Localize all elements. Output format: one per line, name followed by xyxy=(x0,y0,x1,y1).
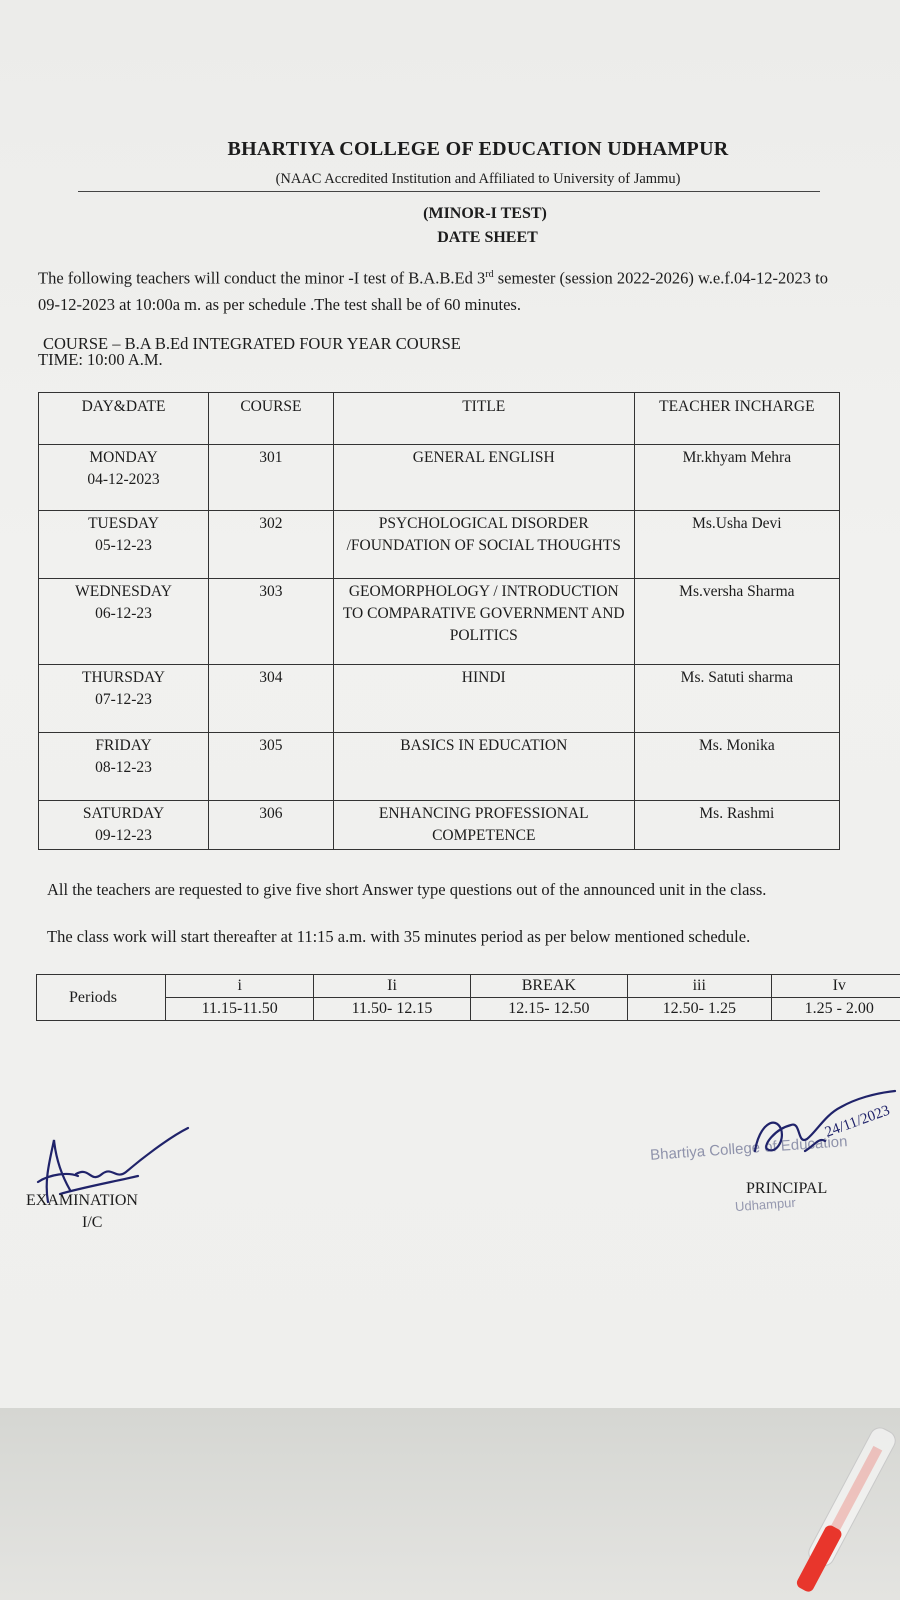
date: 09-12-23 xyxy=(95,827,152,844)
date-sheet-title: DATE SHEET xyxy=(437,229,538,246)
intro-text-1: The following teachers will conduct the minor -I test of B.A.B.Ed 3 xyxy=(38,268,486,288)
course-line: COURSE – B.A B.Ed INTEGRATED FOUR YEAR COURSE xyxy=(43,334,461,353)
teacher-cell: Ms. Rashmi xyxy=(634,801,839,850)
table-row xyxy=(39,665,840,733)
intro-superscript: rd xyxy=(485,269,494,280)
examination-label: EXAMINATION xyxy=(26,1192,138,1209)
day-date-cell xyxy=(39,445,209,511)
title-cell: PSYCHOLOGICAL DISORDER /FOUNDATION OF SOCIAL THOUGHTS xyxy=(333,511,634,579)
period-name: i xyxy=(166,975,314,998)
pen xyxy=(790,1420,900,1600)
principal-signature xyxy=(745,1085,900,1165)
course-cell: 303 xyxy=(209,579,334,665)
teacher-cell: Ms.versha Sharma xyxy=(634,579,839,665)
table-row xyxy=(39,733,840,801)
day: MONDAY xyxy=(89,449,158,466)
header-course: COURSE xyxy=(209,393,334,445)
title-cell: GENERAL ENGLISH xyxy=(333,445,634,511)
stamp-place: Udhampur xyxy=(734,1194,797,1215)
day-date-cell xyxy=(39,801,209,850)
header-day-date: DAY&DATE xyxy=(39,393,209,445)
date: 08-12-23 xyxy=(95,759,152,776)
day: FRIDAY xyxy=(95,737,152,754)
intro-paragraph xyxy=(38,262,838,318)
date: 04-12-2023 xyxy=(87,471,160,488)
date: 07-12-23 xyxy=(95,691,152,708)
header-title: TITLE xyxy=(333,393,634,445)
table-row xyxy=(39,579,840,665)
course-cell: 304 xyxy=(209,665,334,733)
teacher-cell: Ms. Monika xyxy=(634,733,839,801)
date: 05-12-23 xyxy=(95,537,152,554)
period-time: 1.25 - 2.00 xyxy=(771,998,900,1021)
periods-table xyxy=(36,974,900,1021)
periods-label: Periods xyxy=(37,975,166,1021)
title-cell: ENHANCING PROFESSIONAL COMPETENCE xyxy=(333,801,634,850)
day-date-cell xyxy=(39,579,209,665)
date: 06-12-23 xyxy=(95,605,152,622)
note-questions: All the teachers are requested to give five short Answer type questions out of the announced unit in the class. xyxy=(47,880,767,899)
period-name: iii xyxy=(628,975,771,998)
periods-time-row xyxy=(37,998,900,1021)
period-name: BREAK xyxy=(470,975,627,998)
table-row xyxy=(39,511,840,579)
course-cell: 306 xyxy=(209,801,334,850)
day-date-cell xyxy=(39,511,209,579)
header-divider xyxy=(78,191,820,192)
handwritten-date: 24/11/2023 xyxy=(822,1102,893,1141)
day: WEDNESDAY xyxy=(75,583,172,600)
title-cell: GEOMORPHOLOGY / INTRODUCTION TO COMPARATIVE GOVERNMENT AND POLITICS xyxy=(333,579,634,665)
header-teacher: TEACHER INCHARGE xyxy=(634,393,839,445)
test-title: (MINOR-I TEST) xyxy=(423,205,547,222)
time-line: TIME: 10:00 A.M. xyxy=(38,350,163,369)
intro-text-2: semester (session 2022-2026) w.e.f.04-12-2023 to 09-12-2023 at 10:00a m. as per schedule .The test shall be of 60 minutes. xyxy=(38,268,828,314)
day: TUESDAY xyxy=(88,515,159,532)
principal-label: PRINCIPAL xyxy=(746,1180,828,1197)
course-cell: 305 xyxy=(209,733,334,801)
period-time: 12.50- 1.25 xyxy=(628,998,771,1021)
note-class-work: The class work will start thereafter at 11:15 a.m. with 35 minutes period as per below mentioned schedule. xyxy=(47,927,751,946)
course-cell: 301 xyxy=(209,445,334,511)
course-cell: 302 xyxy=(209,511,334,579)
period-time: 11.15-11.50 xyxy=(166,998,314,1021)
period-time: 12.15- 12.50 xyxy=(470,998,627,1021)
college-name: BHARTIYA COLLEGE OF EDUCATION UDHAMPUR xyxy=(227,138,729,160)
day-date-cell xyxy=(39,733,209,801)
table-row xyxy=(39,445,840,511)
college-stamp: Bhartiya College of Education xyxy=(649,1133,848,1164)
day-date-cell xyxy=(39,665,209,733)
teacher-cell: Mr.khyam Mehra xyxy=(634,445,839,511)
college-subtitle: (NAAC Accredited Institution and Affiliated to University of Jammu) xyxy=(275,171,681,187)
desk-surface xyxy=(0,1408,900,1600)
table-header-row xyxy=(39,393,840,445)
period-name: Iv xyxy=(771,975,900,998)
title-cell: HINDI xyxy=(333,665,634,733)
examination-ic-label: I/C xyxy=(82,1214,103,1231)
teacher-cell: Ms. Satuti sharma xyxy=(634,665,839,733)
teacher-cell: Ms.Usha Devi xyxy=(634,511,839,579)
table-row xyxy=(39,801,840,850)
day: THURSDAY xyxy=(82,669,166,686)
title-cell: BASICS IN EDUCATION xyxy=(333,733,634,801)
period-name: Ii xyxy=(314,975,470,998)
periods-name-row xyxy=(37,975,900,998)
date-sheet-table xyxy=(38,392,840,850)
period-time: 11.50- 12.15 xyxy=(314,998,470,1021)
day: SATURDAY xyxy=(82,805,165,822)
